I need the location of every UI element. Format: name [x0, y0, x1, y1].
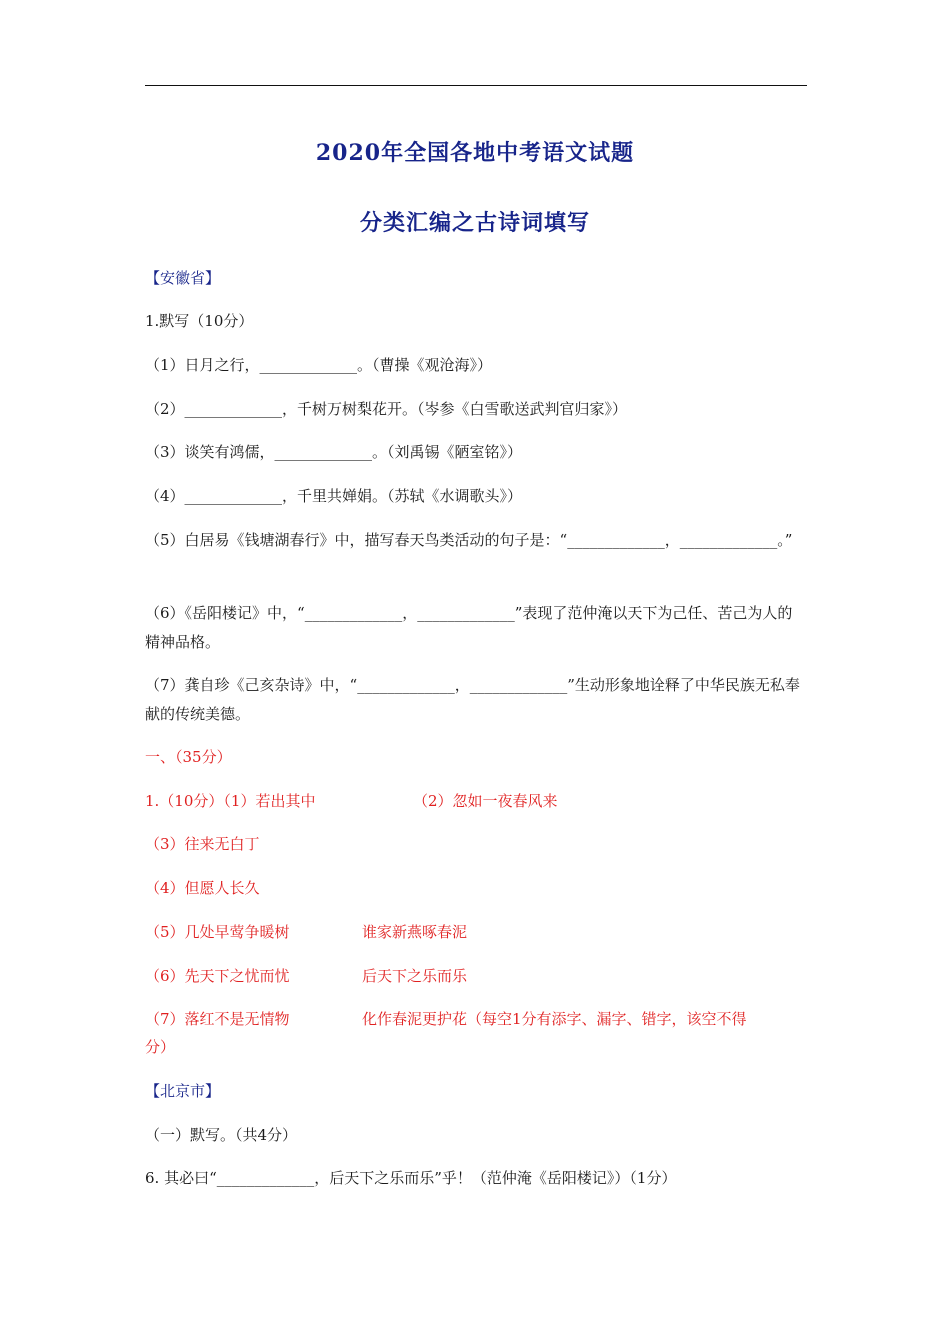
answer-7-right: 化作春泥更护花（每空1分有添字、漏字、错字，该空不得	[362, 1010, 747, 1028]
answer-6-left: （6）先天下之忧而忧	[145, 967, 290, 985]
question-item: （6）《岳阳楼记》中，“_____________，_____________”表现了范仲淹以天下为己任、苦己为人的精神品格。	[145, 604, 793, 651]
question-item: （4）_____________，千里共婵娟。（苏轼《水调歌头》）	[145, 487, 523, 505]
beijing-part-heading: （一）默写。（共4分）	[145, 1126, 298, 1144]
question-item: （5）白居易《钱塘湖春行》中，描写春天鸟类活动的句子是：“_____________，_____________。”	[145, 531, 793, 549]
question-item: （1）日月之行，_____________。（曹操《观沧海》）	[145, 356, 493, 374]
answer-5-left: （5）几处早莺争暖树	[145, 923, 290, 941]
answer-line	[145, 787, 315, 816]
question-item: （7）龚自珍《己亥杂诗》中，“_____________，_____________”生动形象地诠释了中华民族无私奉献的传统美德。	[145, 676, 800, 723]
section-heading-anhui: 【安徽省】	[145, 269, 221, 287]
answer-section-heading: 一、（35分）	[145, 748, 232, 766]
document-title: 2020年全国各地中考语文试题	[315, 140, 635, 166]
answer-7-left: （7）落红不是无情物	[145, 1010, 290, 1028]
question-item: （2）_____________，千树万树梨花开。（岑参《白雪歌送武判官归家》）	[145, 400, 628, 418]
beijing-question-6: 6. 其必曰“_____________，后天下之乐而乐”乎！（范仲淹《岳阳楼记》）（1分）	[145, 1169, 677, 1187]
header-rule	[145, 85, 807, 86]
question-1: 1.默写（10分）	[145, 312, 254, 330]
answer-7-continuation: 分）	[145, 1038, 176, 1056]
answer-6-right: 后天下之乐而乐	[362, 967, 468, 985]
answer-5-right: 谁家新燕啄春泥	[362, 923, 468, 941]
section-heading-beijing: 【北京市】	[145, 1082, 221, 1100]
document-subtitle: 分类汇编之古诗词填写	[359, 210, 590, 236]
answer-3: （3）往来无白丁	[145, 835, 260, 853]
answer-1-right: （2）忽如一夜春风来	[413, 792, 558, 810]
answer-1-left: 1.（10分）（1）若出其中	[145, 792, 316, 810]
answer-4: （4）但愿人长久	[145, 879, 260, 897]
question-item: （3）谈笑有鸿儒，_____________。（刘禹锡《陋室铭》）	[145, 443, 523, 461]
